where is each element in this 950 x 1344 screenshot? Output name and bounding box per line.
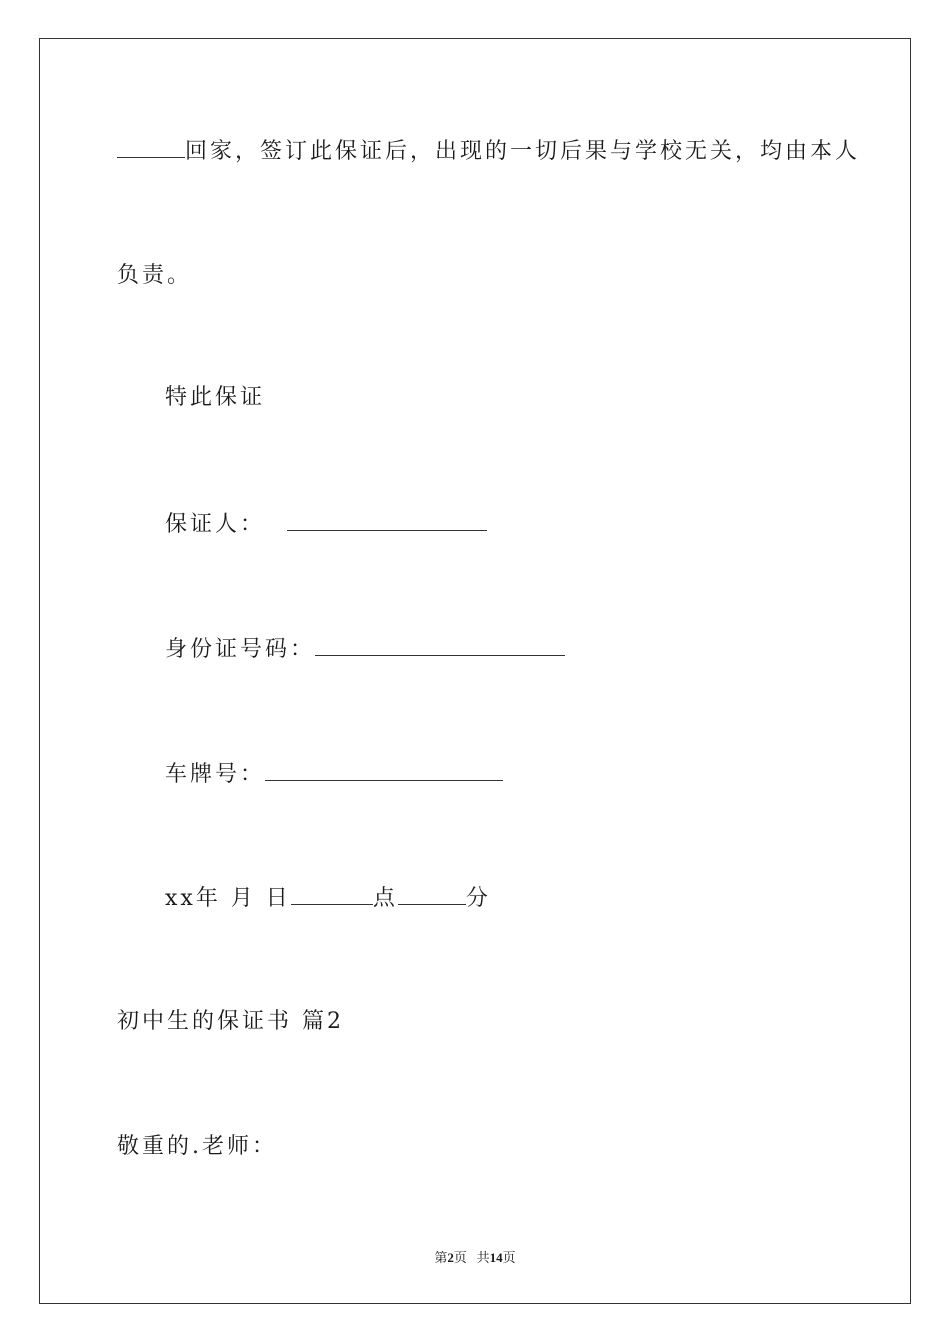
footer-page-number: 2 [447,1250,454,1265]
date-line [165,884,491,913]
closing-phrase: 特此保证 [165,385,266,410]
date-prefix: xx年 月 日 [165,886,291,911]
footer-page-suffix: 页 [453,1250,467,1265]
salutation: 敬重的.老师： [117,1134,277,1159]
footer-total-number: 14 [489,1250,503,1265]
minute-label: 分 [465,886,491,911]
id-number-field [165,635,565,664]
plate-blank [265,760,503,781]
blank-line [117,137,185,158]
footer-total-prefix: 共 [476,1250,490,1265]
section-title: 初中生的保证书 篇2 [117,1009,344,1034]
hour-label: 点 [372,886,398,911]
guarantor-label: 保证人： [165,512,266,537]
plate-field [165,760,503,789]
body-line-1 [117,137,860,166]
minute-blank [398,884,466,905]
id-number-label: 身份证号码： [165,637,316,662]
footer-total-suffix: 页 [502,1250,516,1265]
page-border [39,38,911,1304]
guarantor-field [165,510,487,539]
body-line-2: 负责。 [117,263,193,288]
plate-label: 车牌号： [165,762,266,787]
body-text: 回家，签订此保证后，出现的一切后果与学校无关，均由本人 [185,139,861,164]
hour-blank [291,884,373,905]
guarantor-blank [287,510,487,531]
footer-page-prefix: 第 [434,1250,448,1265]
page-footer [0,1247,950,1266]
id-number-blank [315,635,565,656]
